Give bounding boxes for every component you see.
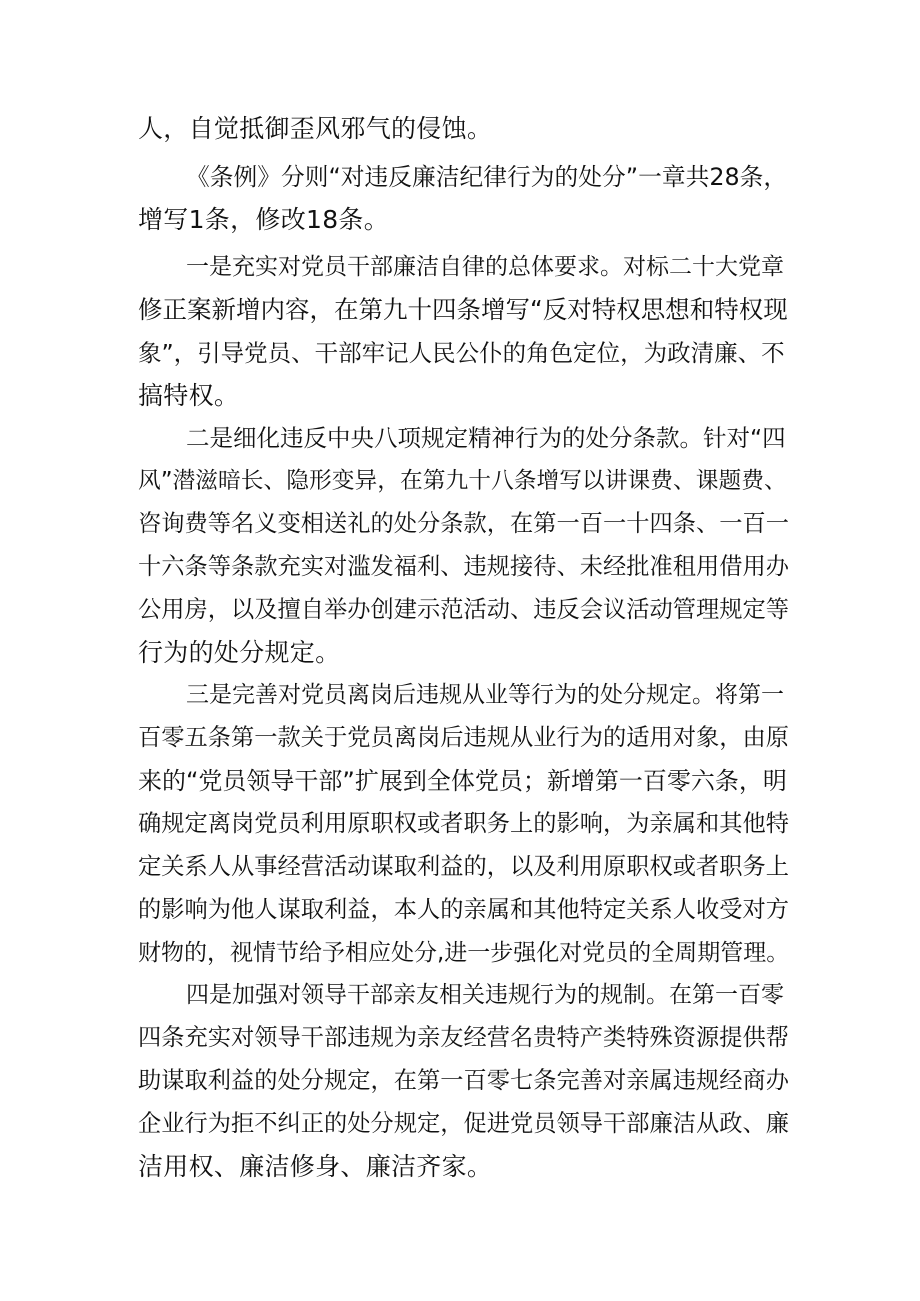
- text-line: 来的“党员领导干部”扩展到全体党员；新增第一百零六条，明: [138, 767, 787, 795]
- text-line: 搞特权。: [138, 381, 240, 410]
- text-line: 增写1条，修改18条。: [138, 205, 390, 234]
- text-line: 风”潜滋暗长、隐形变异，在第九十八条增写以讲课费、课题费、: [138, 468, 787, 494]
- text-line: 确规定离岗党员利用原职权或者职务上的影响，为亲属和其他特: [138, 810, 790, 837]
- text-line: 公用房，以及擅自举办创建示范活动、违反会议活动管理规定等: [138, 596, 790, 623]
- text-line: 象”，引导党员、干部牢记人民公仆的角色定位，为政清廉、不: [138, 339, 785, 367]
- text-line: 四是加强对领导干部亲友相关违规行为的规制。在第一百零: [186, 982, 784, 1008]
- text-line: 企业行为拒不纠正的处分规定，促进党员领导干部廉洁从政、廉: [138, 1110, 790, 1137]
- text-line: 一是充实对党员干部廉洁自律的总体要求。对标二十大党章: [186, 254, 784, 280]
- text-line: 百零五条第一款关于党员离岗后违规从业行为的适用对象，由原: [138, 724, 790, 751]
- text-line: 财物的，视情节给予相应处分,进一步强化对党员的全周期管理。: [138, 940, 790, 966]
- text-line: 二是细化违反中央八项规定精神行为的处分条款。针对“四: [186, 424, 786, 452]
- text-line: 十六条等条款充实对滥发福利、违规接待、未经批准租用借用办: [138, 553, 790, 580]
- text-line: 修正案新增内容，在第九十四条增写“反对特权思想和特权现: [138, 295, 788, 324]
- text-line: 助谋取利益的处分规定，在第一百零七条完善对亲属违规经商办: [138, 1067, 790, 1094]
- text-line: 《条例》分则“对违反廉洁纪律行为的处分”一章共28条，: [186, 163, 788, 191]
- text-line: 行为的处分规定。: [138, 638, 341, 667]
- text-line: 定关系人从事经营活动谋取利益的，以及利用原职权或者职务上: [138, 853, 790, 880]
- text-line: 的影响为他人谋取利益，本人的亲属和其他特定关系人收受对方: [138, 896, 790, 923]
- text-line: 三是完善对党员离岗后违规从业等行为的处分规定。将第一: [186, 682, 784, 708]
- text-line: 四条充实对领导干部违规为亲友经营名贵特产类特殊资源提供帮: [138, 1024, 790, 1051]
- text-line: 洁用权、廉洁修身、廉洁齐家。: [138, 1152, 493, 1181]
- text-line: 人，自觉抵御歪风邪气的侵蚀。: [138, 114, 493, 143]
- text-line: 咨询费等名义变相送礼的处分条款，在第一百一十四条、一百一: [138, 510, 790, 537]
